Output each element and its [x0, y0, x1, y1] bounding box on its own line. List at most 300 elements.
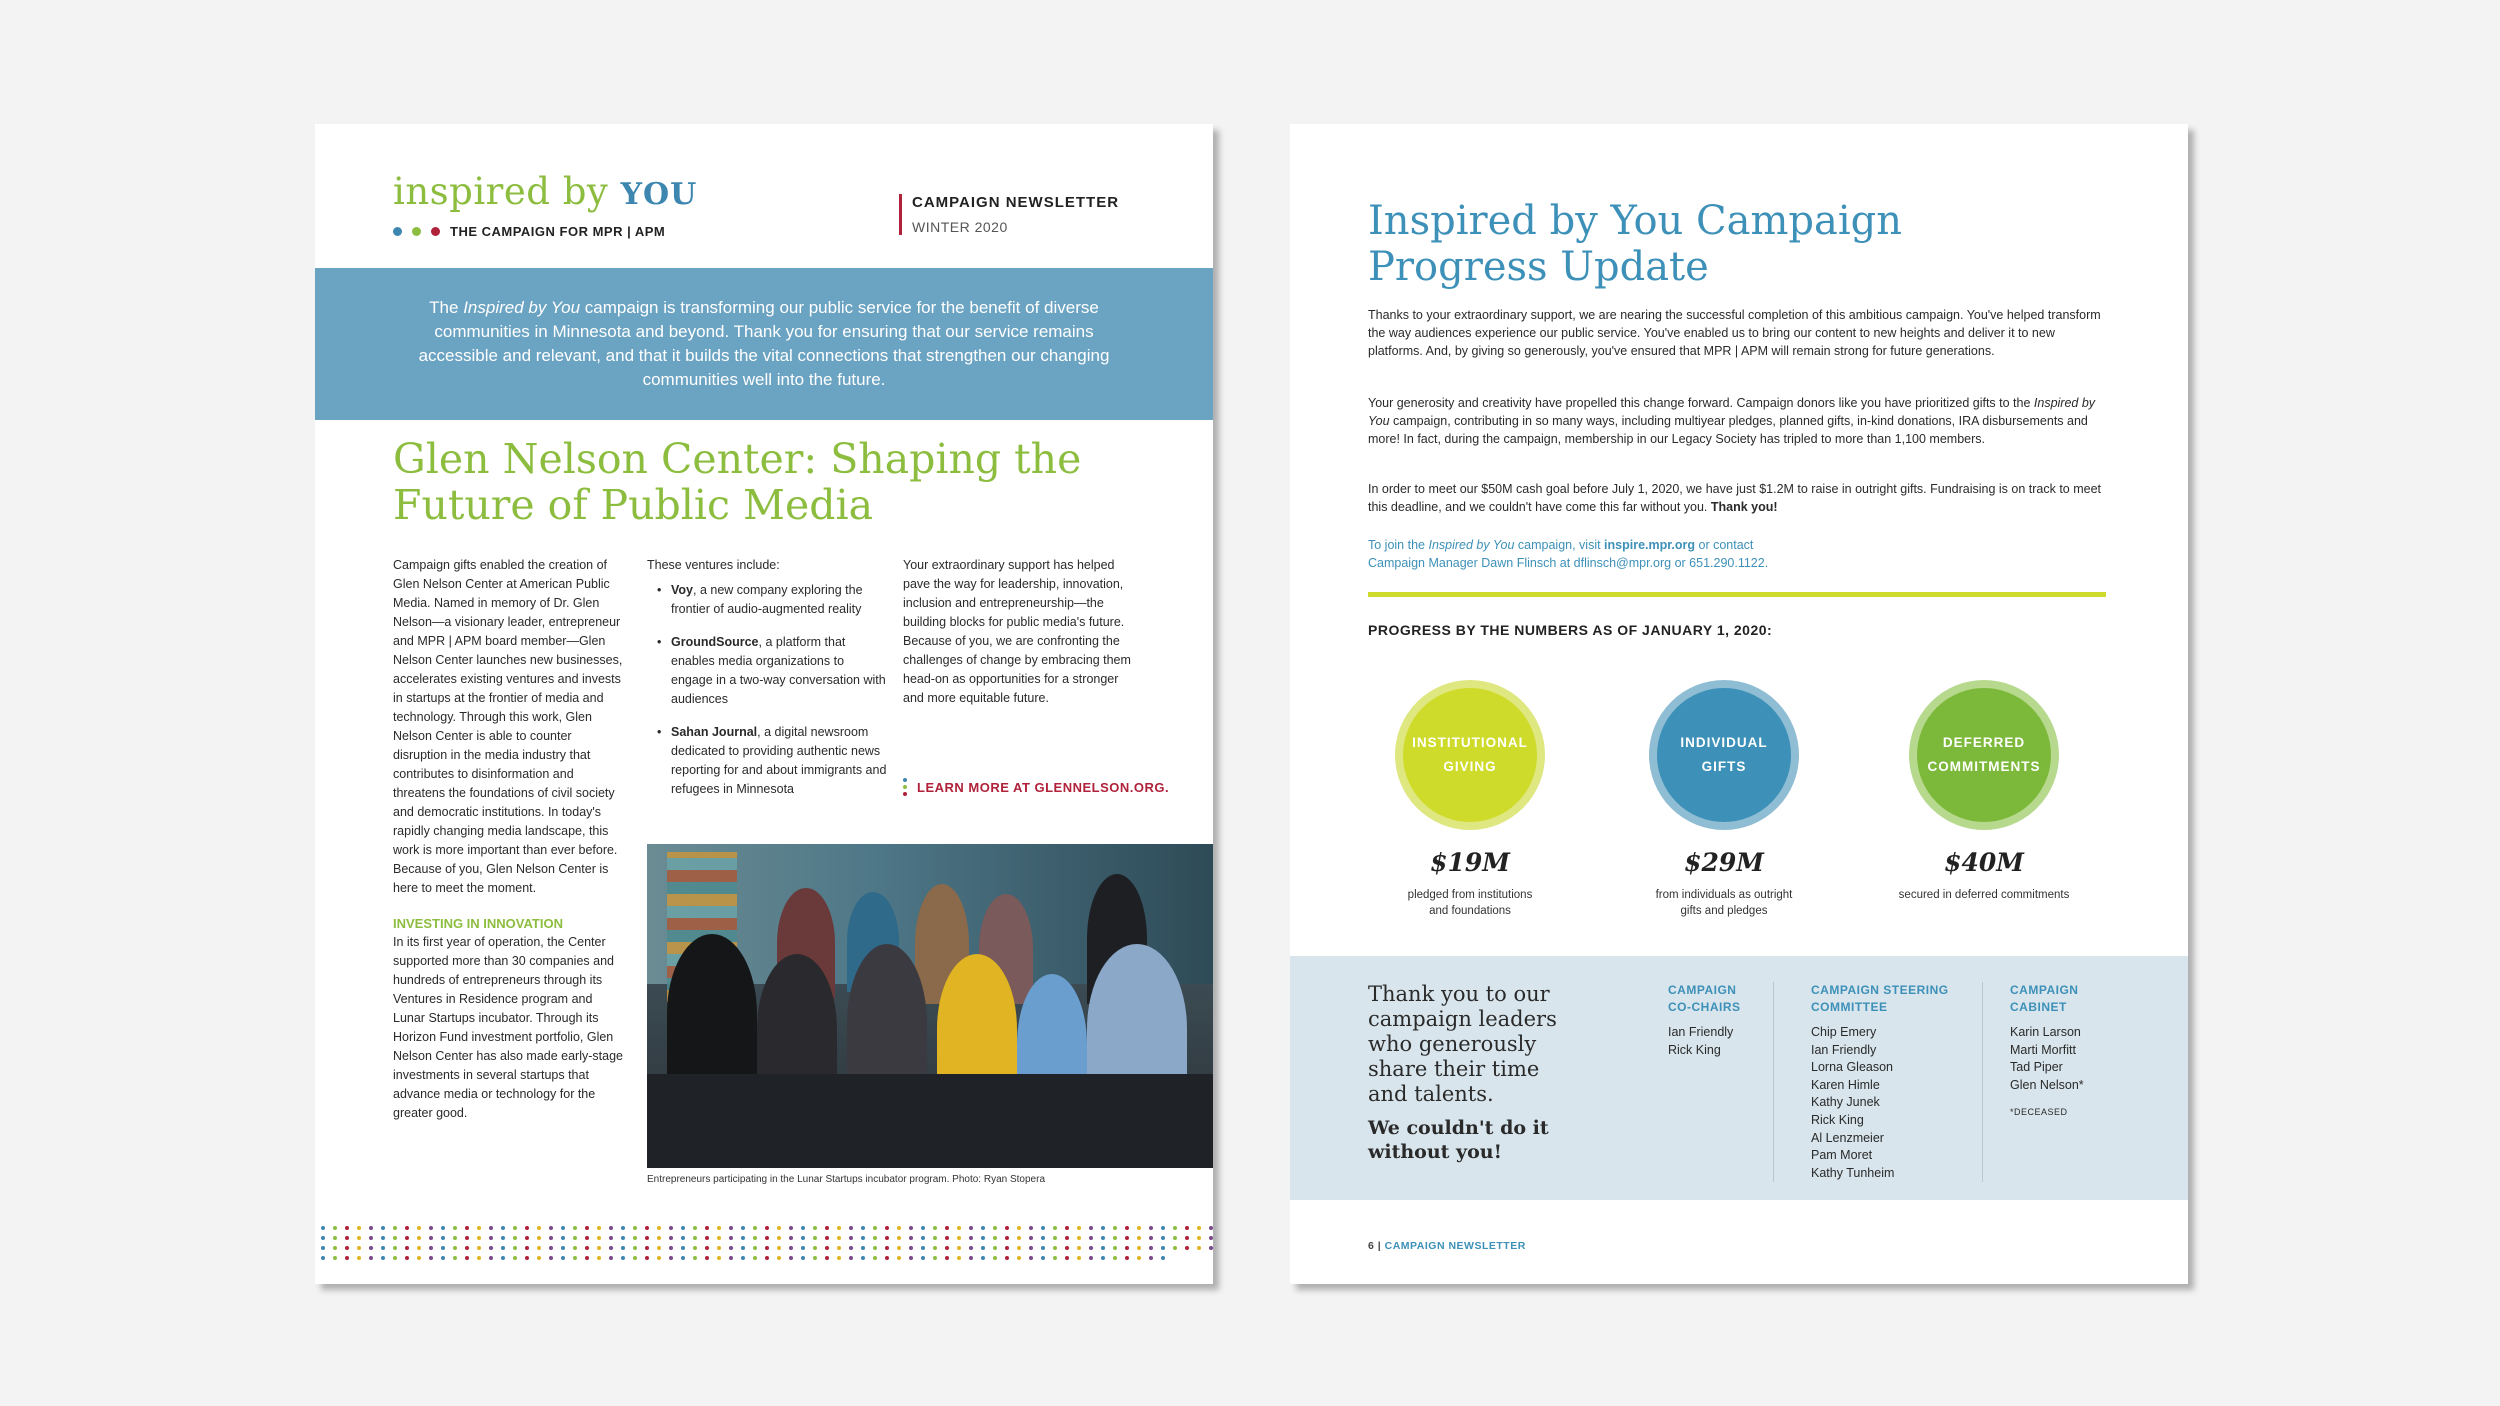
pattern-dot: [429, 1236, 433, 1240]
pattern-dot: [1149, 1236, 1153, 1240]
pattern-dot: [597, 1236, 601, 1240]
stat-deferred-commitments: [1884, 680, 2084, 903]
pattern-dot: [885, 1226, 889, 1230]
pattern-dot: [645, 1226, 649, 1230]
list-item: Kathy Tunheim: [1811, 1165, 1895, 1180]
steering-committee-group: [1811, 982, 1949, 1182]
pattern-dot: [1017, 1236, 1021, 1240]
pattern-dot: [873, 1246, 877, 1250]
pattern-dot: [1041, 1226, 1045, 1230]
pattern-dot: [621, 1246, 625, 1250]
pattern-dot: [825, 1256, 829, 1260]
pattern-dot: [693, 1236, 697, 1240]
pattern-dot: [681, 1236, 685, 1240]
pattern-dot: [813, 1246, 817, 1250]
pattern-dot: [1005, 1226, 1009, 1230]
ventures-list: [647, 581, 887, 799]
pattern-dot: [765, 1236, 769, 1240]
intro-text-italic: Inspired by You: [463, 298, 581, 317]
pattern-dot: [549, 1246, 553, 1250]
pattern-dot: [333, 1226, 337, 1230]
list-item: Pam Moret: [1811, 1148, 1873, 1163]
venture-name: Sahan Journal: [671, 725, 758, 739]
pattern-dot: [1029, 1236, 1033, 1240]
pattern-dot: [969, 1256, 973, 1260]
stat-label-2: GIVING: [1443, 759, 1497, 774]
join-mid: campaign, visit: [1514, 538, 1605, 552]
pattern-dot: [405, 1256, 409, 1260]
list-item: Ian Friendly: [1811, 1042, 1877, 1057]
pattern-dot: [633, 1236, 637, 1240]
pattern-dot: [741, 1256, 745, 1260]
pattern-dot: [1161, 1226, 1165, 1230]
stat-label-2: COMMITMENTS: [1927, 759, 2041, 774]
pattern-dot: [1065, 1256, 1069, 1260]
brand-title-emphasis: YOU: [620, 177, 698, 212]
pattern-dot: [789, 1256, 793, 1260]
article-body-text: Campaign gifts enabled the creation of Glen Nelson Center at American Public Media. Named in memory of Dr. Glen Nelson—a visionary leader, entrepreneur and MPR | APM board member—Glen Nelson Center launches new businesses, accelerates existing ventures and invests in startups at the frontier of media and technology. Through this work, Glen Nelson Center is able to counter disruption in the media industry that contributes to disinformation and threatens the foundations of civil society and democratic institutions. In today's rapidly changing media landscape, this work is more important than ever before. Because of you, Glen Nelson Center is here to meet the moment.: [393, 558, 623, 895]
pattern-dot: [333, 1246, 337, 1250]
pattern-dot: [1017, 1256, 1021, 1260]
pattern-dot: [393, 1226, 397, 1230]
pattern-dot: [861, 1236, 865, 1240]
pattern-dot: [885, 1246, 889, 1250]
learn-more-link[interactable]: [903, 778, 1169, 796]
pattern-dot: [381, 1236, 385, 1240]
pattern-dot: [729, 1246, 733, 1250]
pattern-dot: [765, 1256, 769, 1260]
ventures-intro: These ventures include:: [647, 558, 780, 572]
newsletter-title: CAMPAIGN NEWSLETTER: [912, 194, 1120, 211]
pattern-dot: [585, 1226, 589, 1230]
steering-heading: [1811, 982, 1949, 1016]
pattern-dot: [573, 1246, 577, 1250]
pattern-dot: [645, 1246, 649, 1250]
pattern-dot: [1185, 1246, 1189, 1250]
list-item: Tad Piper: [2010, 1060, 2063, 1075]
pattern-dot: [1053, 1256, 1057, 1260]
pattern-dot: [873, 1226, 877, 1230]
pattern-dot: [1101, 1246, 1105, 1250]
pattern-dot: [1113, 1226, 1117, 1230]
pattern-dot: [729, 1236, 733, 1240]
pattern-dot: [753, 1256, 757, 1260]
pattern-dot: [525, 1226, 529, 1230]
pattern-dot: [501, 1226, 505, 1230]
article-headline: Glen Nelson Center: Shaping the Future of Public Media: [393, 435, 1082, 529]
pattern-dot: [849, 1256, 853, 1260]
column-divider: [1982, 982, 1983, 1182]
join-prefix: To join the: [1368, 538, 1429, 552]
pattern-dot: [801, 1236, 805, 1240]
pattern-dot: [897, 1226, 901, 1230]
pattern-dot: [573, 1256, 577, 1260]
pattern-dot: [1077, 1256, 1081, 1260]
pattern-dot: [453, 1246, 457, 1250]
progress-para-1: Thanks to your extraordinary support, we are nearing the successful completion of this ambitious campaign. You've helped transform the way audiences experience our public service. You've enabled us to bring our content to new heights and deliver it to new platforms. And, by giving so generously, you've ensured that MPR | APM will remain strong for future generations.: [1368, 308, 2101, 358]
pattern-dot: [441, 1256, 445, 1260]
stat-description: [1370, 887, 1570, 919]
pattern-dot: [1053, 1226, 1057, 1230]
pattern-dot: [849, 1236, 853, 1240]
pattern-dot: [981, 1256, 985, 1260]
column-divider: [1773, 982, 1774, 1182]
pattern-dot: [861, 1256, 865, 1260]
article-column-1: [393, 556, 623, 1123]
pattern-dot: [897, 1236, 901, 1240]
heading-line-1: CAMPAIGN: [2010, 983, 2079, 997]
pattern-dot: [621, 1236, 625, 1240]
pattern-dot: [945, 1246, 949, 1250]
pattern-dot: [465, 1246, 469, 1250]
pattern-dot: [873, 1256, 877, 1260]
pattern-dot: [1101, 1236, 1105, 1240]
pattern-dot: [1149, 1256, 1153, 1260]
pattern-dot: [1017, 1246, 1021, 1250]
pattern-dot: [933, 1236, 937, 1240]
brand-subtitle-text: THE CAMPAIGN FOR MPR | APM: [450, 224, 666, 239]
stat-amount: $19M: [1430, 848, 1510, 877]
pattern-dot: [837, 1236, 841, 1240]
pattern-dot: [465, 1226, 469, 1230]
pattern-dot: [405, 1236, 409, 1240]
pattern-dot: [969, 1246, 973, 1250]
pattern-dot: [393, 1246, 397, 1250]
para3-bold: Thank you!: [1710, 500, 1778, 514]
pattern-dot: [1029, 1246, 1033, 1250]
pattern-dot: [609, 1246, 613, 1250]
pattern-dot: [957, 1256, 961, 1260]
pattern-dot: [621, 1256, 625, 1260]
page-footer: 6 | CAMPAIGN NEWSLETTER: [1368, 1240, 1526, 1252]
pattern-dot: [1029, 1256, 1033, 1260]
pattern-dot: [765, 1226, 769, 1230]
stat-amount: $29M: [1684, 848, 1764, 877]
pattern-dot: [897, 1246, 901, 1250]
pattern-dot: [369, 1236, 373, 1240]
pattern-dot: [513, 1226, 517, 1230]
pattern-dot: [501, 1236, 505, 1240]
pattern-dot: [453, 1226, 457, 1230]
pattern-dot: [933, 1226, 937, 1230]
pattern-dot: [477, 1236, 481, 1240]
pattern-dot: [321, 1246, 325, 1250]
pattern-dot: [357, 1226, 361, 1230]
stat-label-1: INDIVIDUAL: [1680, 735, 1768, 750]
pattern-dot: [585, 1246, 589, 1250]
stat-desc-2: gifts and pledges: [1680, 905, 1768, 917]
pattern-dot: [1137, 1246, 1141, 1250]
list-item: [657, 581, 887, 619]
stat-desc-1: secured in deferred commitments: [1898, 889, 2070, 901]
pattern-dot: [333, 1236, 337, 1240]
pattern-dot: [417, 1256, 421, 1260]
pattern-dot: [381, 1246, 385, 1250]
progress-heading: PROGRESS BY THE NUMBERS AS OF JANUARY 1, 2020:: [1368, 622, 1773, 638]
intro-text-after: campaign is transforming our public service for the benefit of diverse communities in Minnesota and beyond. Thank you for ensuring that our service remains accessible and relevant, and that it builds the vital connections that strengthen our changing communities well into the future.: [418, 298, 1110, 389]
pattern-dot: [465, 1236, 469, 1240]
stat-label-1: DEFERRED: [1942, 735, 2026, 750]
pattern-dot: [693, 1246, 697, 1250]
pattern-dot: [921, 1256, 925, 1260]
progress-para-2: [1368, 394, 2108, 448]
pattern-dot: [717, 1226, 721, 1230]
pattern-dot: [357, 1256, 361, 1260]
join-italic: Inspired by You: [1428, 538, 1515, 552]
pattern-dot: [1077, 1236, 1081, 1240]
pattern-dot: [909, 1236, 913, 1240]
pattern-dot: [633, 1226, 637, 1230]
campaign-website-link[interactable]: inspire.mpr.org: [1604, 538, 1696, 552]
list-item: Glen Nelson*: [2010, 1077, 2084, 1092]
pattern-dot: [609, 1256, 613, 1260]
pattern-dot: [1113, 1246, 1117, 1250]
pattern-dot: [921, 1226, 925, 1230]
pattern-dot: [477, 1226, 481, 1230]
page-number: 6: [1368, 1240, 1375, 1252]
venture-desc: , a digital newsroom dedicated to providing authentic news reporting for and about immigrants and refugees in Minnesota: [671, 725, 887, 796]
pattern-dot: [561, 1226, 565, 1230]
footer-label: CAMPAIGN NEWSLETTER: [1384, 1240, 1526, 1252]
pattern-dot: [1041, 1236, 1045, 1240]
photo-caption: Entrepreneurs participating in the Lunar Startups incubator program. Photo: Ryan Stopera: [647, 1174, 1046, 1185]
pattern-dot: [1005, 1236, 1009, 1240]
newsletter-left-page: [315, 124, 1213, 1284]
pattern-dot: [1209, 1246, 1213, 1250]
pattern-dot: [741, 1236, 745, 1240]
list-item: Marti Morfitt: [2010, 1042, 2076, 1057]
stat-institutional-giving: [1370, 680, 1570, 919]
pattern-dot: [621, 1226, 625, 1230]
pattern-dot: [525, 1236, 529, 1240]
pattern-dot: [393, 1236, 397, 1240]
thanks-strong-message: We couldn't do it without you!: [1368, 1117, 1549, 1163]
list-item: Kathy Junek: [1811, 1095, 1880, 1110]
pattern-dot: [369, 1246, 373, 1250]
pattern-dot: [837, 1246, 841, 1250]
para2-after: campaign, contributing in so many ways, including multiyear pledges, planned gifts, in-kind donations, IRA disbursements and more! In fact, during the campaign, membership in our Legacy Society has tripled to more than 1,100 members.: [1368, 414, 2088, 446]
pattern-dot: [789, 1246, 793, 1250]
pattern-dot: [669, 1246, 673, 1250]
stat-description: [1624, 887, 1824, 919]
pattern-dot: [417, 1236, 421, 1240]
venture-desc: , a platform that enables media organizations to engage in a two-way conversation with audiences: [671, 635, 886, 706]
pattern-dot: [1089, 1226, 1093, 1230]
stat-desc-1: from individuals as outright: [1655, 889, 1793, 901]
pattern-dot: [693, 1256, 697, 1260]
pattern-dot: [753, 1236, 757, 1240]
stat-desc-2: and foundations: [1429, 905, 1511, 917]
pattern-dot: [1125, 1236, 1129, 1240]
pattern-dot: [1137, 1236, 1141, 1240]
pattern-dot: [861, 1246, 865, 1250]
pattern-dot: [333, 1256, 337, 1260]
pattern-dot: [1077, 1246, 1081, 1250]
pattern-dot: [1089, 1246, 1093, 1250]
pattern-dot: [453, 1236, 457, 1240]
support-text: Your extraordinary support has helped pave the way for leadership, innovation, inclusion and entrepreneurship—the building blocks for public media's future. Because of you, we are confronting the challenges of change by embracing them head-on as opportunities for a stronger and more equitable future.: [903, 558, 1131, 705]
pattern-dot: [1125, 1256, 1129, 1260]
pattern-dot: [609, 1226, 613, 1230]
section-divider: [1368, 592, 2106, 597]
pattern-dot: [381, 1226, 385, 1230]
pattern-dot: [909, 1226, 913, 1230]
pattern-dot: [729, 1256, 733, 1260]
pattern-dot: [693, 1226, 697, 1230]
pattern-dot: [477, 1246, 481, 1250]
pattern-dot: [573, 1226, 577, 1230]
pattern-dot: [441, 1226, 445, 1230]
pattern-dot: [345, 1256, 349, 1260]
join-suffix: or contact: [1695, 538, 1754, 552]
pattern-dot: [1101, 1256, 1105, 1260]
list-item: Rick King: [1811, 1112, 1864, 1127]
pattern-dot: [345, 1246, 349, 1250]
pattern-dot: [801, 1256, 805, 1260]
pattern-dot: [777, 1226, 781, 1230]
pattern-dot: [633, 1246, 637, 1250]
pattern-dot: [585, 1236, 589, 1240]
cabinet-heading: [2010, 982, 2084, 1016]
pattern-dot: [741, 1246, 745, 1250]
pattern-dot: [1053, 1236, 1057, 1240]
pattern-dot: [1137, 1226, 1141, 1230]
pattern-dot: [453, 1256, 457, 1260]
pattern-dot: [477, 1256, 481, 1260]
pattern-dot: [813, 1256, 817, 1260]
pattern-dot: [909, 1246, 913, 1250]
pattern-dot: [669, 1236, 673, 1240]
pattern-dot: [1173, 1226, 1177, 1230]
stat-description: [1884, 887, 2084, 903]
pattern-dot: [441, 1246, 445, 1250]
list-item: Rick King: [1668, 1042, 1721, 1057]
pattern-dot: [645, 1236, 649, 1240]
pattern-dot: [789, 1226, 793, 1230]
venture-name: GroundSource: [671, 635, 759, 649]
pattern-dot: [909, 1256, 913, 1260]
pattern-dot: [537, 1236, 541, 1240]
pattern-dot: [717, 1256, 721, 1260]
pattern-dot: [1209, 1236, 1213, 1240]
pattern-dot: [657, 1236, 661, 1240]
pattern-dot: [681, 1226, 685, 1230]
pattern-dot: [765, 1246, 769, 1250]
pattern-dot: [885, 1236, 889, 1240]
pattern-dot: [321, 1256, 325, 1260]
pattern-dot: [861, 1226, 865, 1230]
pattern-dot: [705, 1226, 709, 1230]
article-column-2: [647, 556, 887, 813]
pattern-dot: [753, 1226, 757, 1230]
pattern-dot: [633, 1256, 637, 1260]
pattern-dot: [957, 1246, 961, 1250]
para3-text: In order to meet our $50M cash goal before July 1, 2020, we have just $1.2M to raise in outright gifts. Fundraising is on track to meet this deadline, and we couldn't have come this far without you.: [1368, 482, 2102, 514]
pattern-dot: [777, 1256, 781, 1260]
para2-italic: Inspired by You: [1368, 396, 2096, 428]
pattern-dot: [1077, 1226, 1081, 1230]
article-column-3: [903, 556, 1133, 708]
pattern-dot: [669, 1256, 673, 1260]
pattern-dot: [1113, 1256, 1117, 1260]
learn-more-text[interactable]: LEARN MORE AT GLENNELSON.ORG.: [917, 779, 1170, 795]
pattern-dot: [1161, 1236, 1165, 1240]
pattern-dot: [1113, 1236, 1117, 1240]
pattern-dot: [1041, 1256, 1045, 1260]
stat-circle: [1395, 680, 1545, 830]
pattern-dot: [969, 1226, 973, 1230]
list-item: Al Lenzmeier: [1811, 1130, 1884, 1145]
co-chairs-heading: [1668, 982, 1741, 1016]
stat-label-2: GIFTS: [1701, 759, 1747, 774]
pattern-dot: [873, 1236, 877, 1240]
pattern-dot: [981, 1226, 985, 1230]
pattern-dot: [1029, 1226, 1033, 1230]
list-item: Lorna Gleason: [1811, 1060, 1894, 1075]
pattern-dot: [993, 1226, 997, 1230]
pattern-dot: [393, 1256, 397, 1260]
pattern-dot: [549, 1256, 553, 1260]
pattern-dot: [1197, 1236, 1201, 1240]
pattern-dot: [465, 1256, 469, 1260]
stat-amount: $40M: [1944, 848, 2024, 877]
venture-desc: , a new company exploring the frontier of audio-augmented reality: [671, 583, 863, 616]
pattern-dot: [669, 1226, 673, 1230]
pattern-dot: [837, 1226, 841, 1230]
pattern-dot: [609, 1236, 613, 1240]
decorative-dot-pattern: [315, 1226, 1213, 1260]
pattern-dot: [1185, 1226, 1189, 1230]
pattern-dot: [417, 1226, 421, 1230]
intro-band: [315, 268, 1213, 420]
pattern-dot: [441, 1236, 445, 1240]
pattern-dot: [777, 1236, 781, 1240]
venture-name: Voy: [671, 583, 693, 597]
pattern-dot: [849, 1226, 853, 1230]
pattern-dot: [681, 1246, 685, 1250]
pattern-dot: [537, 1226, 541, 1230]
pattern-dot: [369, 1256, 373, 1260]
pattern-dot: [1053, 1246, 1057, 1250]
pattern-dot: [585, 1256, 589, 1260]
pattern-dot: [489, 1236, 493, 1240]
pattern-dot: [549, 1236, 553, 1240]
pattern-dot: [993, 1256, 997, 1260]
brand-subtitle: [393, 224, 665, 239]
pattern-dot: [429, 1256, 433, 1260]
pattern-dot: [729, 1226, 733, 1230]
brand-title-text: inspired by: [393, 170, 609, 213]
brand-dot-blue: [393, 227, 402, 236]
pattern-dot: [825, 1236, 829, 1240]
pattern-dot: [717, 1246, 721, 1250]
pattern-dot: [825, 1226, 829, 1230]
pattern-dot: [1149, 1246, 1153, 1250]
pattern-dot: [561, 1246, 565, 1250]
pattern-dot: [801, 1246, 805, 1250]
pattern-dot: [705, 1236, 709, 1240]
pattern-dot: [1125, 1246, 1129, 1250]
pattern-dot: [537, 1256, 541, 1260]
pattern-dot: [1197, 1226, 1201, 1230]
heading-line-2: CO-CHAIRS: [1668, 1000, 1741, 1014]
innovation-heading: INVESTING IN INNOVATION: [393, 916, 563, 931]
pattern-dot: [321, 1226, 325, 1230]
pattern-dot: [549, 1226, 553, 1230]
progress-title: Inspired by You Campaign Progress Update: [1368, 198, 1903, 290]
pattern-dot: [753, 1246, 757, 1250]
pattern-dot: [945, 1226, 949, 1230]
